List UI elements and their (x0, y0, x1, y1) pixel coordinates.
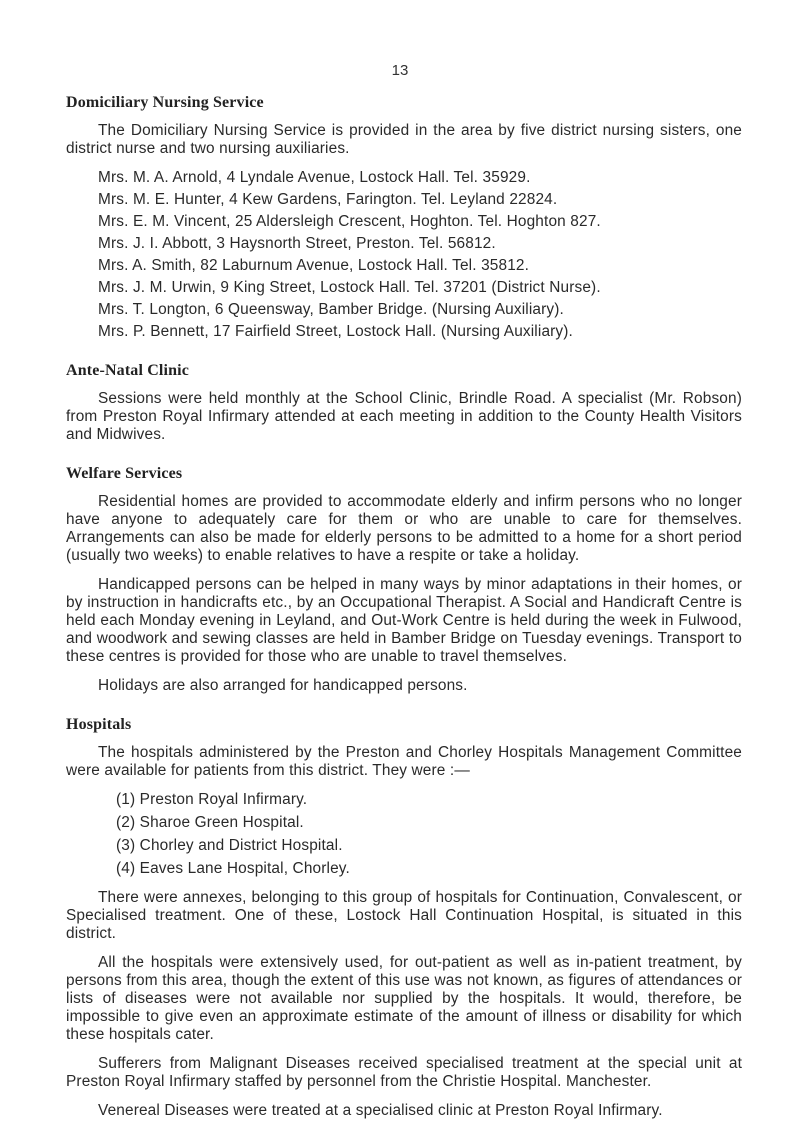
staff-entry: Mrs. E. M. Vincent, 25 Aldersleigh Crescent, Hoghton. Tel. Hoghton 827. (98, 213, 601, 230)
staff-entry: Mrs. M. E. Hunter, 4 Kew Gardens, Farington. Tel. Leyland 22824. (98, 191, 558, 208)
hospital-item: (4) Eaves Lane Hospital, Chorley. (116, 860, 350, 877)
section-heading-domiciliary: Domiciliary Nursing Service (66, 94, 264, 111)
staff-entry: Mrs. J. I. Abbott, 3 Haysnorth Street, Preston. Tel. 56812. (98, 235, 496, 252)
hospitals-paragraph: All the hospitals were extensively used, for out-patient as well as in-patient treatment, by persons from this area, though the extent of this use was not known, as figures of attendances or lists of diseases were not available nor supplied by the hospitals. It would, therefore, be impossible to give even an approximate estimate of the amount of illness or disability for which these hospitals cater. (66, 954, 742, 1043)
domiciliary-intro: The Domiciliary Nursing Service is provided in the area by five district nursing sisters, one district nurse and two nursing auxiliaries. (66, 122, 742, 157)
staff-entry: Mrs. T. Longton, 6 Queensway, Bamber Bridge. (Nursing Auxiliary). (98, 301, 564, 318)
hospitals-paragraph: There were annexes, belonging to this group of hospitals for Continuation, Convalescent, or Specialised treatment. One of these, Lostock Hall Continuation Hospital, is situated in this district. (66, 889, 742, 942)
staff-entry: Mrs. P. Bennett, 17 Fairfield Street, Lostock Hall. (Nursing Auxiliary). (98, 323, 573, 340)
hospitals-intro: The hospitals administered by the Preston and Chorley Hospitals Management Committee were available for patients from this district. They were :— (66, 744, 742, 779)
hospital-list (66, 791, 742, 878)
welfare-paragraph: Handicapped persons can be helped in many ways by minor adaptations in their homes, or by instruction in handicrafts etc., by an Occupational Therapist. A Social and Handicraft Centre is held each Monday evening in Leyland, and Out-Work Centre is held during the week in Fulwood, and woodwork and sewing classes are held in Bamber Bridge on Tuesday evenings. Transport to these centres is provided for those who are unable to travel themselves. (66, 576, 742, 665)
page-number: 13 (391, 62, 409, 79)
staff-entry: Mrs. M. A. Arnold, 4 Lyndale Avenue, Lostock Hall. Tel. 35929. (98, 169, 531, 186)
staff-entry: Mrs. A. Smith, 82 Laburnum Avenue, Lostock Hall. Tel. 35812. (98, 257, 530, 274)
hospital-item: (2) Sharoe Green Hospital. (116, 814, 304, 831)
nursing-staff-list (66, 169, 742, 341)
section-heading-welfare: Welfare Services (66, 465, 183, 482)
hospitals-paragraph: Sufferers from Malignant Diseases received specialised treatment at the special unit at Preston Royal Infirmary staffed by personnel from the Christie Hospital. Manchester. (66, 1055, 742, 1090)
welfare-paragraph: Holidays are also arranged for handicapped persons. (98, 677, 468, 694)
document-body (66, 94, 742, 1131)
hospital-item: (3) Chorley and District Hospital. (116, 837, 343, 854)
section-heading-hospitals: Hospitals (66, 716, 132, 733)
welfare-paragraph: Residential homes are provided to accommodate elderly and infirm persons who no longer have anyone to adequately care for them or who are unable to care for themselves. Arrangements can also be made for elderly persons to be admitted to a home for a short period (usually two weeks) to enable relatives to have a respite or take a holiday. (66, 493, 742, 564)
hospital-item: (1) Preston Royal Infirmary. (116, 791, 308, 808)
staff-entry: Mrs. J. M. Urwin, 9 King Street, Lostock Hall. Tel. 37201 (District Nurse). (98, 279, 601, 296)
section-heading-antenatal: Ante-Natal Clinic (66, 362, 189, 379)
antenatal-text: Sessions were held monthly at the School Clinic, Brindle Road. A specialist (Mr. Robson) from Preston Royal Infirmary attended at each meeting in addition to the County Health Visitors and Midwives. (66, 390, 742, 443)
hospitals-paragraph: Venereal Diseases were treated at a specialised clinic at Preston Royal Infirmary. (98, 1102, 663, 1119)
